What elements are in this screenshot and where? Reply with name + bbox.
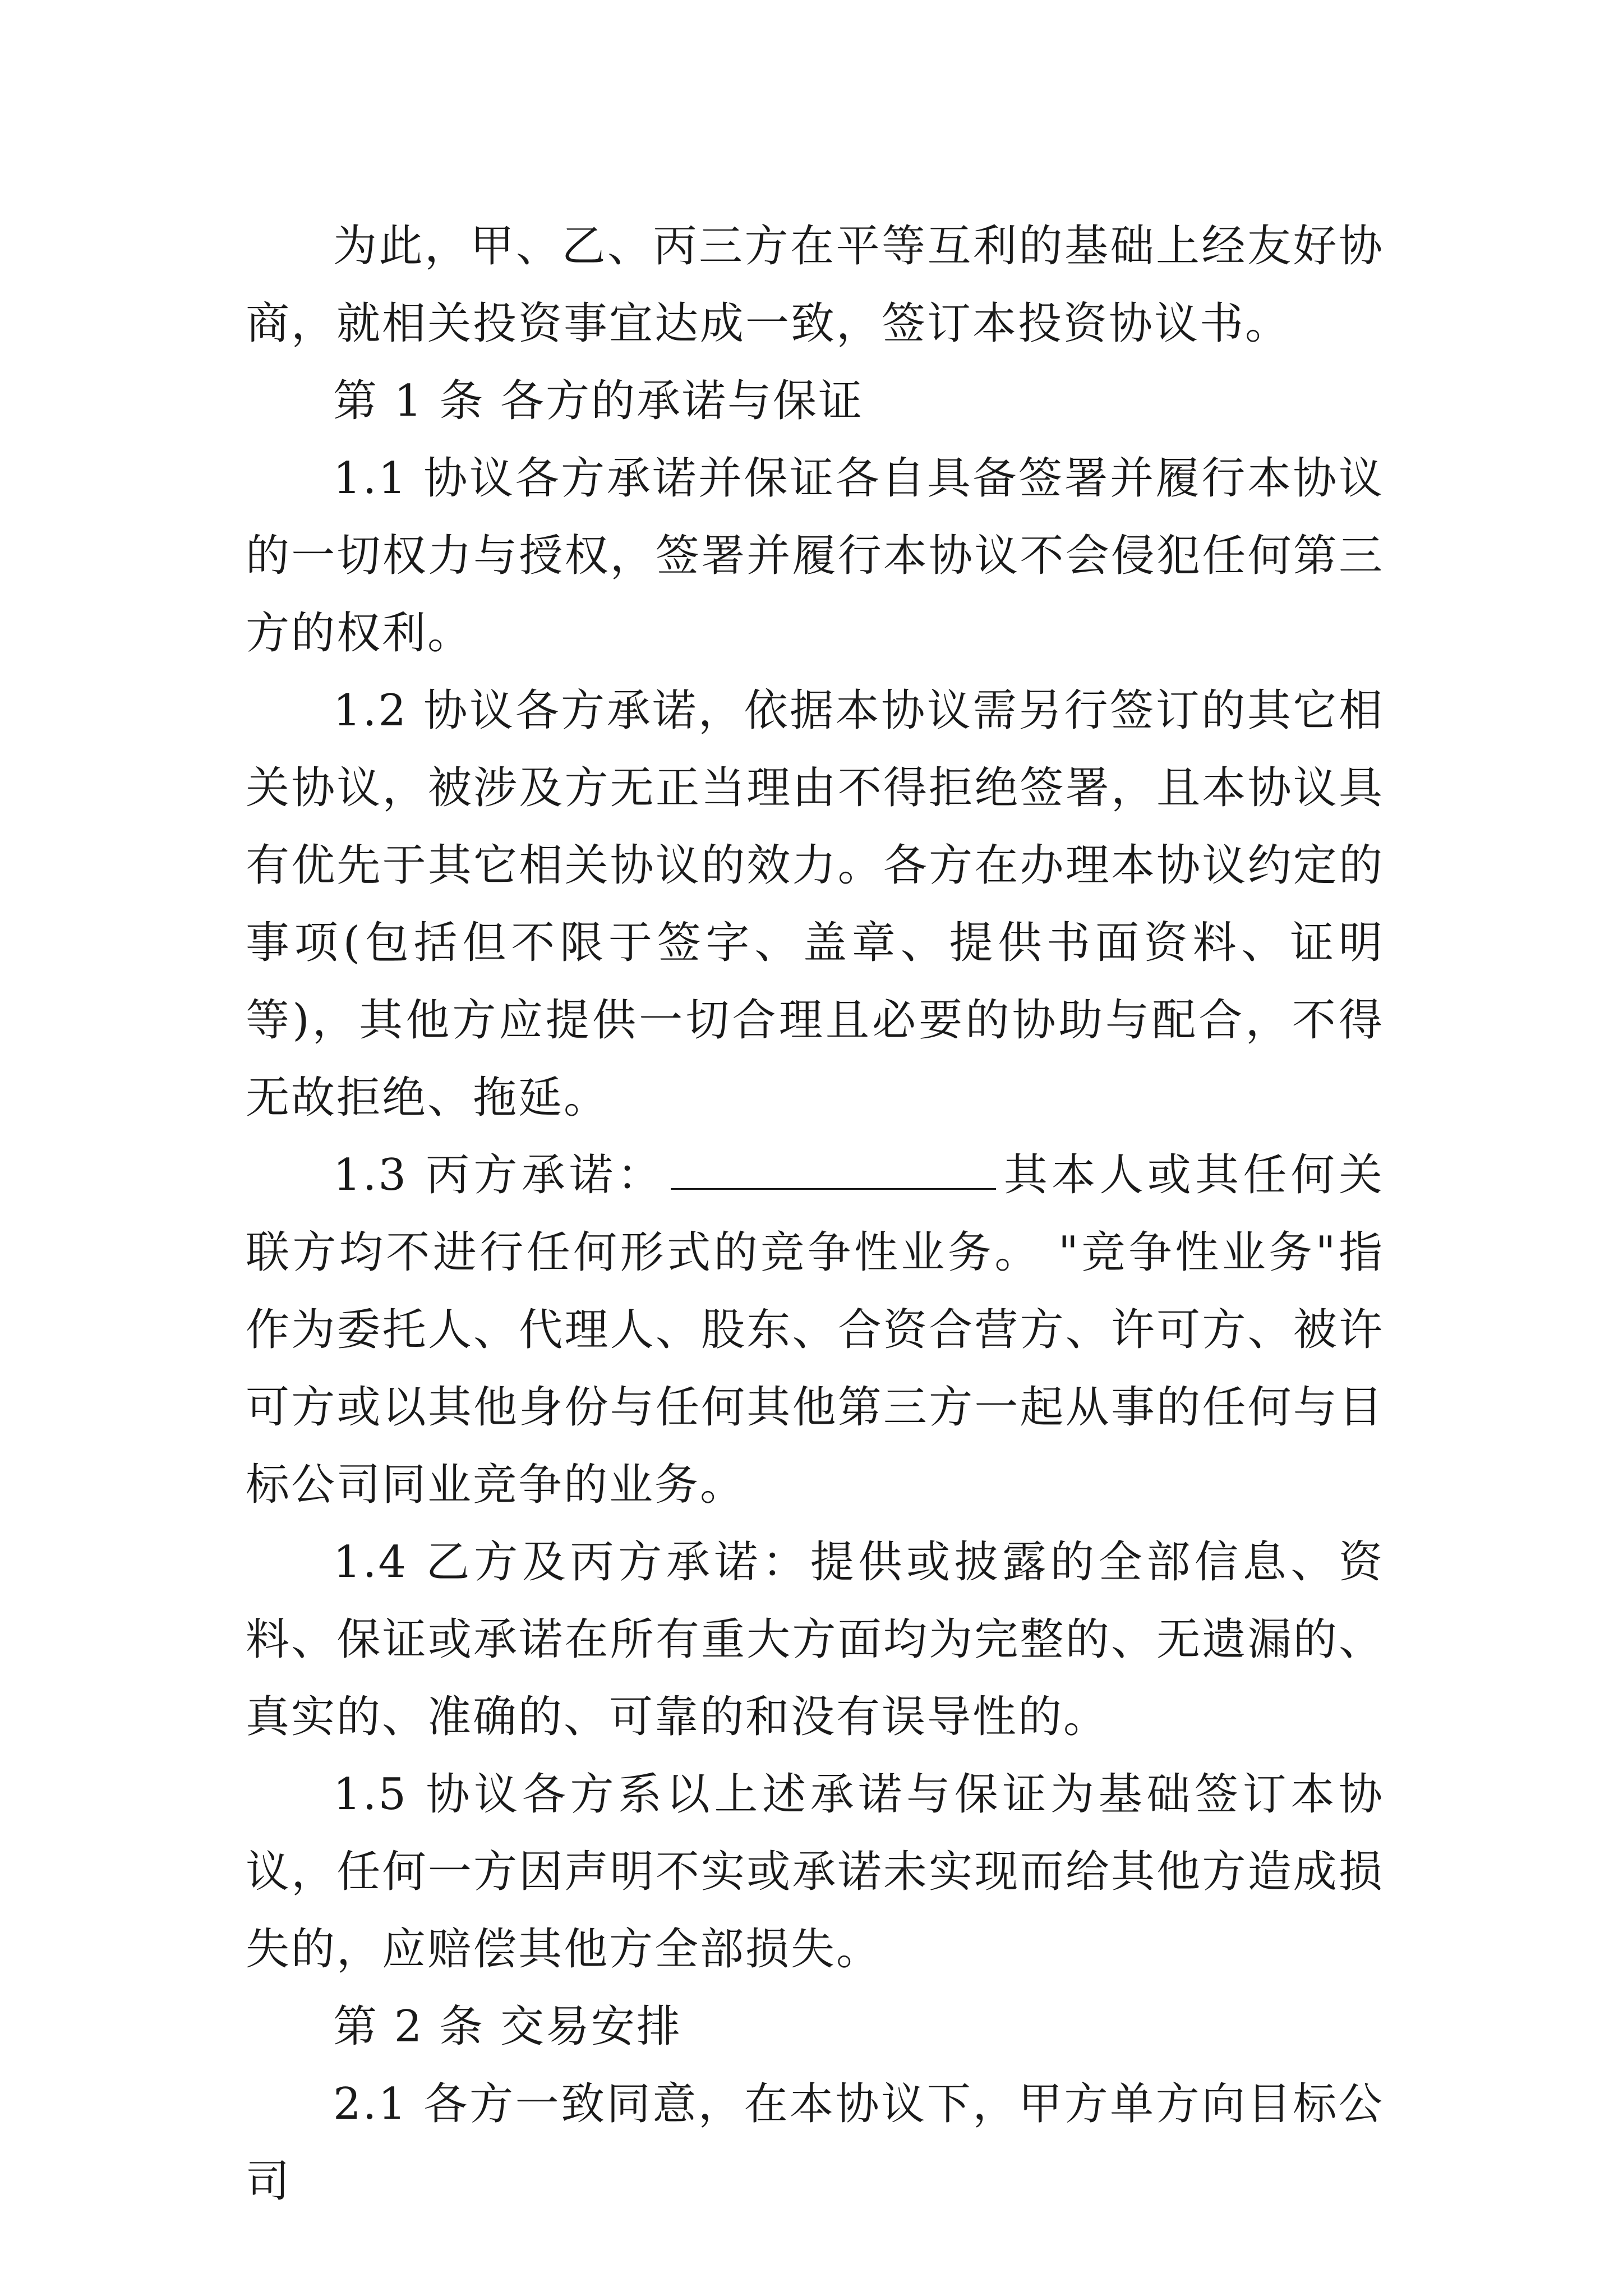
clause-1-3 bbox=[246, 1137, 1384, 1524]
clause-1-5: 1.5 协议各方系以上述承诺与保证为基础签订本协议，任何一方因声明不实或承诺未实现而给其他方造成损失的，应赔偿其他方全部损失。 bbox=[246, 1769, 1384, 1975]
clause-1-3-lead: 1.3 丙方承诺： bbox=[333, 1150, 665, 1200]
paragraph-intro: 为此，甲、乙、丙三方在平等互利的基础上经友好协商，就相关投资事宜达成一致，签订本投资协议书。 bbox=[246, 221, 1384, 349]
fill-in-blank bbox=[671, 1149, 996, 1190]
clause-1-3-rest: 其本人或其任何关联方均不进行任何形式的竞争性业务。 "竞争性业务"指作为委托人、代理人、股东、合资合营方、许可方、被许可方或以其他身份与任何其他第三方一起从事的任何与目标公司同业竞争的业务。 bbox=[246, 1150, 1384, 1510]
clause-1-4: 1.4 乙方及丙方承诺：提供或披露的全部信息、资料、保证或承诺在所有重大方面均为完整的、无遗漏的、真实的、准确的、可靠的和没有误导性的。 bbox=[246, 1537, 1384, 1742]
clause-1-2: 1.2 协议各方承诺，依据本协议需另行签订的其它相关协议，被涉及方无正当理由不得拒绝签署，且本协议具有优先于其它相关协议的效力。各方在办理本协议约定的事项(包括但不限于签字、盖章、提供书面资料、证明等)，其他方应提供一切合理且必要的协助与配合，不得无故拒绝、拖延。 bbox=[246, 685, 1384, 1123]
clause-1-1: 1.1 协议各方承诺并保证各自具备签署并履行本协议的一切权力与授权，签署并履行本协议不会侵犯任何第三方的权利。 bbox=[246, 453, 1384, 659]
article-2-heading: 第 2 条 交易安排 bbox=[333, 2001, 683, 2052]
article-1-heading: 第 1 条 各方的承诺与保证 bbox=[333, 376, 864, 426]
clause-2-1: 2.1 各方一致同意，在本协议下，甲方单方向目标公司 bbox=[246, 2079, 1384, 2207]
document-body bbox=[246, 208, 1384, 2220]
